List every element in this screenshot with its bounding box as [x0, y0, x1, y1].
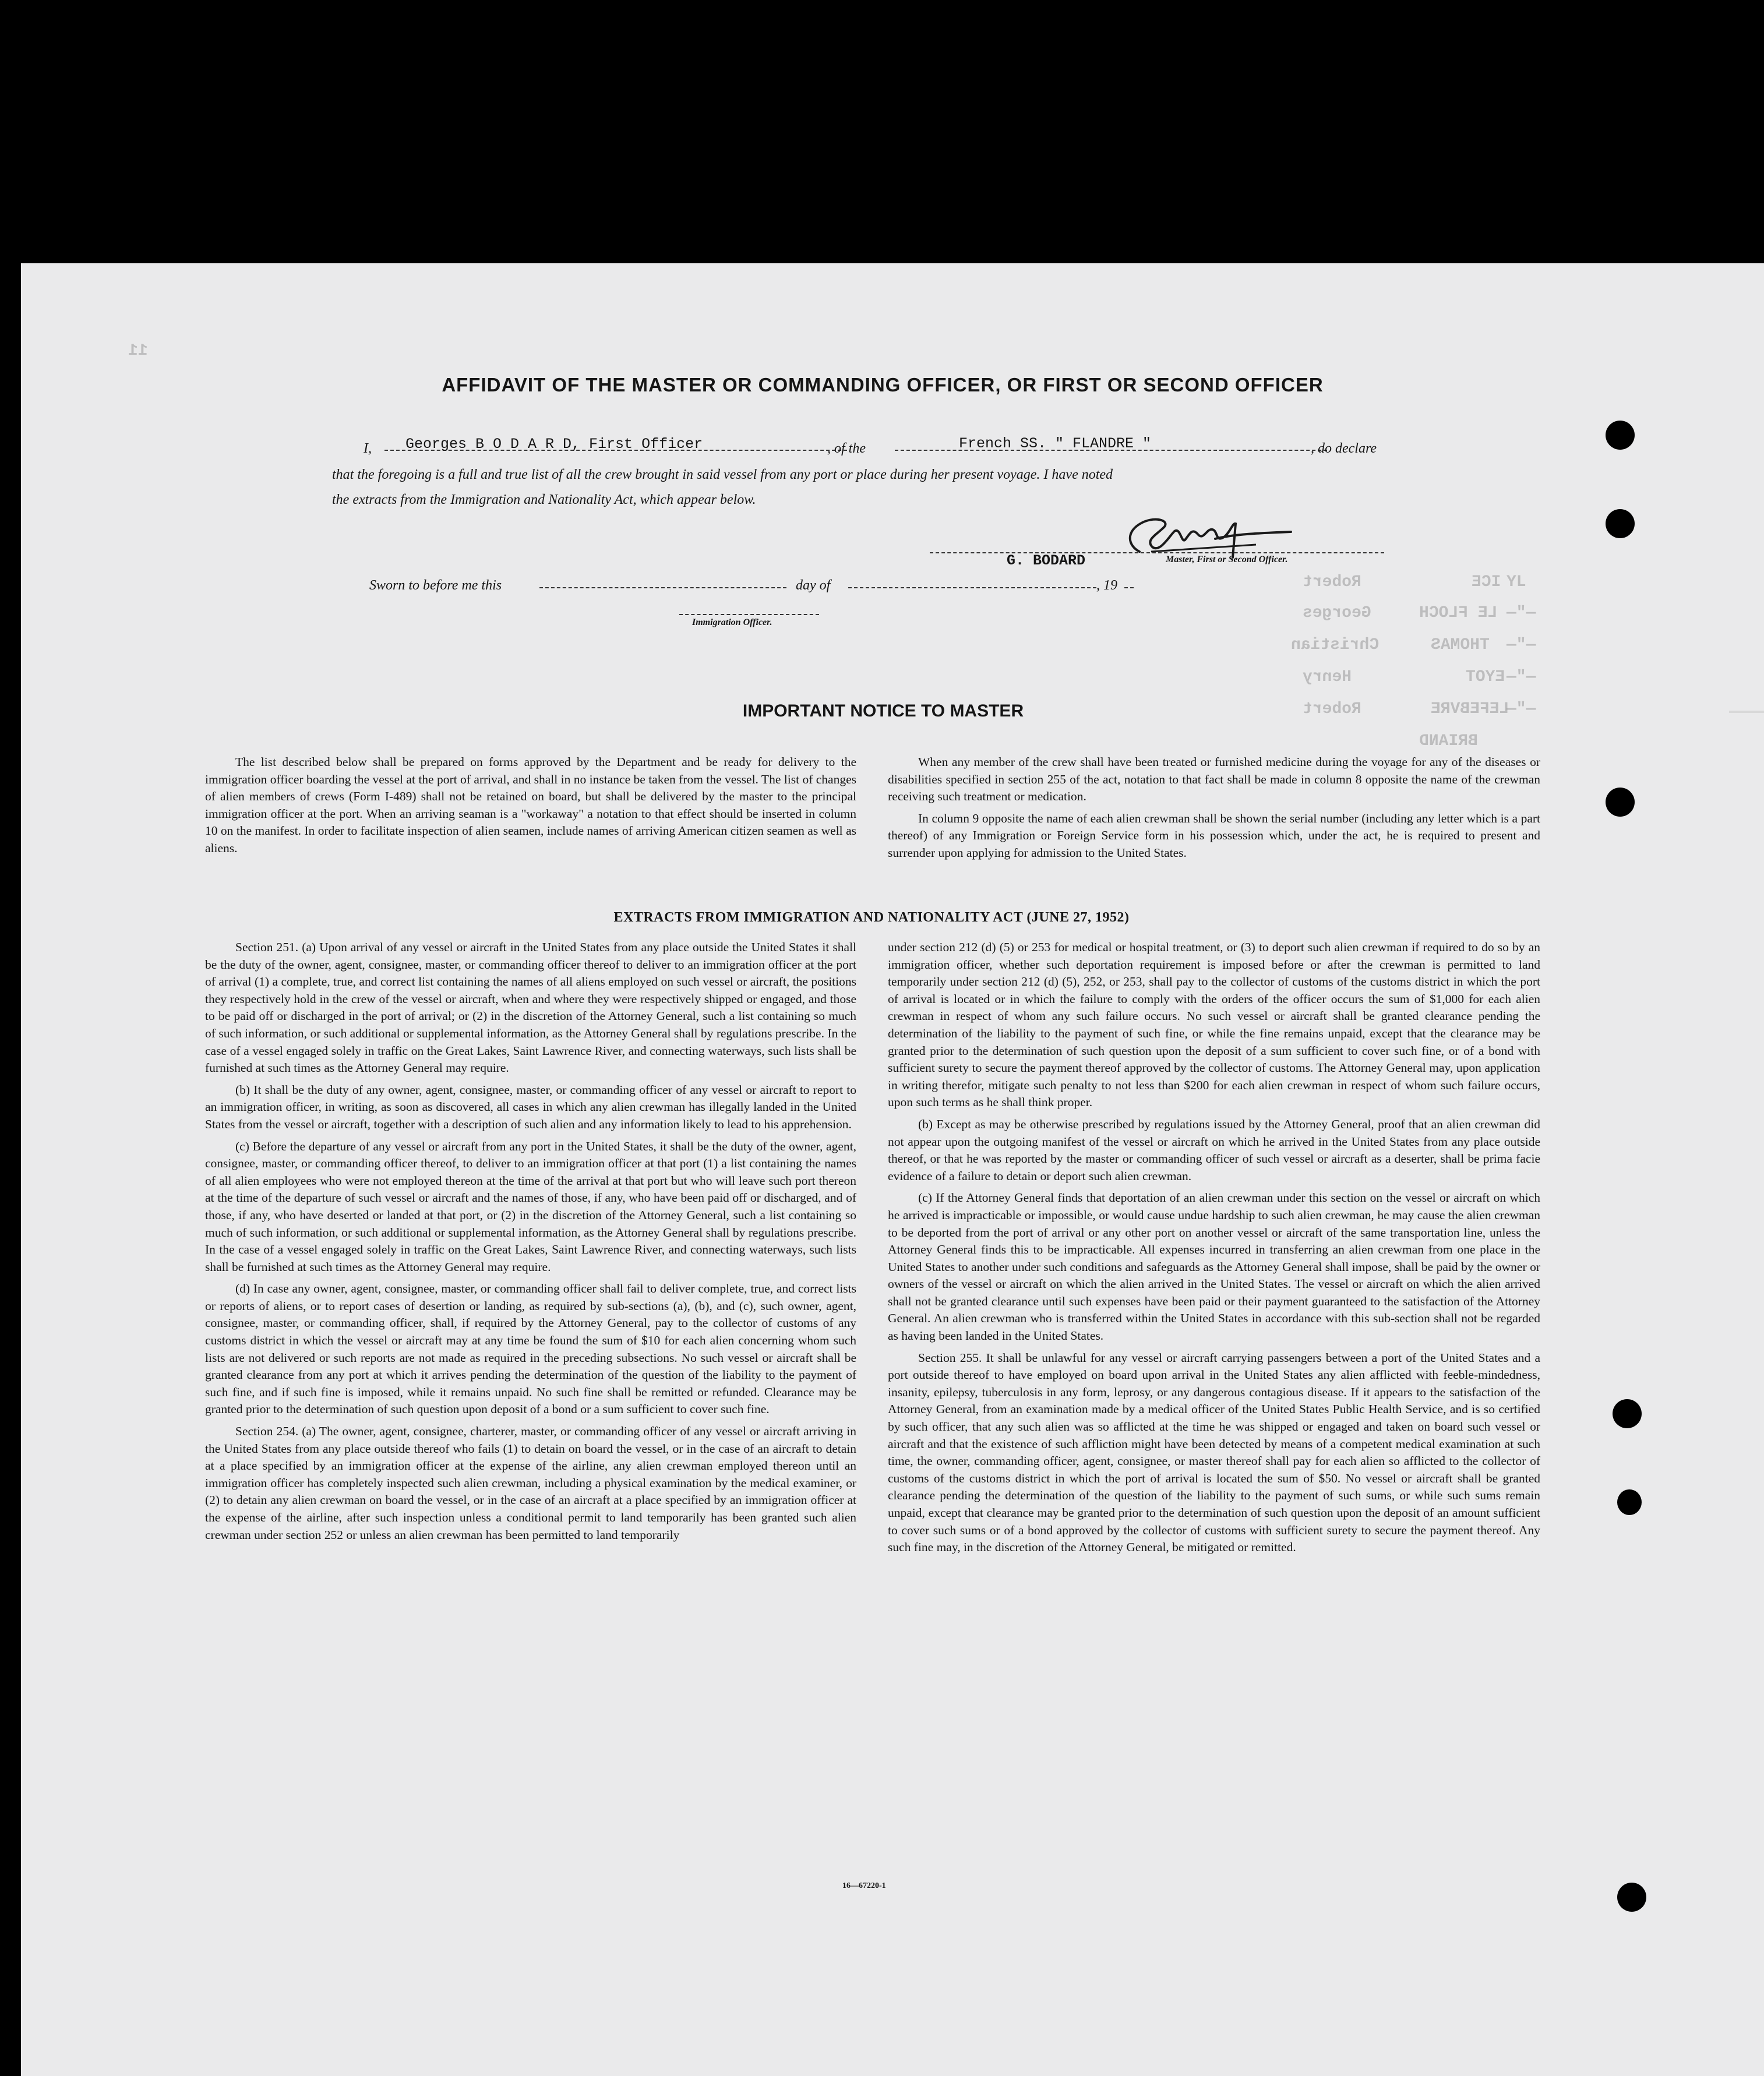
- binder-hole: [1613, 1399, 1642, 1428]
- bleed-row: YL: [1507, 573, 1526, 591]
- bleed-row: BRIAND: [1419, 732, 1478, 750]
- bleed-row: THOMAS: [1431, 636, 1490, 654]
- affidavit-title: AFFIDAVIT OF THE MASTER OR COMMANDING OFFICER, OR FIRST OR SECOND OFFICER: [442, 374, 1324, 396]
- extracts-title: EXTRACTS FROM IMMIGRATION AND NATIONALITY ACT (JUNE 27, 1952): [613, 910, 1130, 925]
- extract-section-254c: (c) If the Attorney General finds that deportation of an alien crewman under this section on the vessel or aircraft on which he arrived is impracticable or impossible, or would cause undue hardship to such alien crewman, he may cause the alien crewman to be deported from the port of arrival or any other port on another vessel or aircraft of the same transportation line, unless the Attorney General finds this to be impracticable. All expenses incurred in transferring an alien crewman from one place in the United States to another under such conditions and safeguards as the Attorney General shall impose, shall be paid by the owner or owners of the vessel or aircraft on which the alien arrived in the United States. The vessel or aircraft on which the alien arrived shall not be granted clearance until such expenses have been paid or their payment guaranteed to the satisfaction of the Attorney General. An alien crewman who is transferred within the United States in accordance with this sub-section shall not be regarded as having been landed in the United States.: [888, 1191, 1540, 1343]
- month-underline: [848, 587, 1096, 588]
- extract-section-254b: (b) Except as may be otherwise prescribed by regulations issued by the Attorney General, proof that an alien crewman did not appear upon the outgoing manifest of the vessel or aircraft on which he arrived in the United States from any place outside thereof, or that he was reported by the master or commanding officer of such vessel or aircraft as a deserter, shall be prima facie evidence of a failure to detain or deport such alien crewman.: [888, 1117, 1540, 1183]
- bleed-row: Robert: [1303, 573, 1361, 591]
- extract-section-251b: (b) It shall be the duty of any owner, agent, consignee, master, or commanding officer of any vessel or aircraft to report to an immigration officer, in writing, as soon as discovered, all cases in which any alien crewman has illegally landed in the United States from the vessel or aircraft, together with a description of such alien and any information likely to lead to his apprehension.: [205, 1082, 856, 1131]
- declaration-prefix: I,: [364, 441, 372, 456]
- bleed-row: EYOT: [1466, 668, 1505, 686]
- extracts-right-column: [888, 939, 1540, 1561]
- extract-section-255: Section 255. It shall be unlawful for any vessel or aircraft carrying passengers between a port of the United States and a port outside thereof to have employed on board upon arrival in the United States any alien afflicted with feeble-mindedness, insanity, epilepsy, tuberculosis in any form, leprosy, or any dangerous contagious disease. If it appears to the satisfaction of the Attorney General, from an examination made by a medical officer of the United States Public Health Service, and is so certified by such officer, that any such alien was so afflicted at the time he was shipped or engaged and taken on board such vessel or aircraft and that the existence of such affliction might have been detected by means of a competent medical examination at such time, the owner, commanding officer, agent, consignee, or master thereof shall pay for each alien so afflicted to the collector of customs of the customs district in which the port of arrival is located the sum of $50. No vessel or aircraft shall be granted clearance pending the determination of the question of the liability to the payment of such sums, or while such sums remain unpaid, except that clearance may be granted prior to the determination of such question upon the deposit of an amount sufficient to cover such sums or of a bond approved by the collector of customs with sufficient surety to secure the payment thereof. Any such fine may, in the discretion of the Attorney General, be mitigated or remitted.: [888, 1350, 1540, 1555]
- bleed-row: LEFEBVRE: [1431, 700, 1509, 718]
- bleed-row: ICE: [1472, 573, 1501, 591]
- immigration-officer-caption: Immigration Officer.: [692, 617, 772, 627]
- sworn-label: Sworn to before me this: [369, 578, 502, 593]
- document-sheet: [21, 263, 1764, 2076]
- bleed-row: Robert: [1303, 700, 1361, 718]
- bleed-row: —"—: [1507, 636, 1536, 654]
- bleed-corner: 11: [128, 342, 148, 360]
- bleed-row: —"—: [1507, 604, 1536, 622]
- extract-section-251a: Section 251. (a) Upon arrival of any vessel or aircraft in the United States from any place outside the United States it shall be the duty of the owner, agent, consignee, master, or commanding officer thereof to deliver to an immigration officer at the port of arrival (1) a complete, true, and correct list containing the names of all aliens employed on such vessel or aircraft, the positions they respectively hold in the crew of the vessel or aircraft, when and where they were respectively shipped or engaged, and those to be paid off or discharged in the port of arrival; or (2) in the discretion of the Attorney General, such a list containing so much of such information, or such additional or supplemental information, as the Attorney General shall by regulations prescribe. In the case of a vessel engaged solely in traffic on the Great Lakes, Saint Lawrence River, and connecting waterways, such lists shall be furnished at such times as the Attorney General may require.: [205, 940, 856, 1075]
- declaration-line-2: that the foregoing is a full and true list of all the crew brought in said vessel from any port or place during her present voyage. I have noted: [332, 467, 1113, 482]
- do-declare-label: , do declare: [1311, 441, 1377, 456]
- binder-hole: [1606, 788, 1635, 817]
- extract-section-254a: Section 254. (a) The owner, agent, consignee, charterer, master, or commanding officer of any vessel or aircraft arriving in the United States from any place outside thereof who fails (1) to detain on board the vessel, or in the case of an aircraft to detain at a place specified by an immigration officer at the expense of the airline, any alien crewman employed thereon until an immigration officer has completely inspected such alien crewman, including a physical examination by the medical examiner, or (2) to detain any alien crewman on board the vessel, or in the case of an aircraft at a place specified by an immigration officer at the expense of the airline, after such inspection unless a conditional permit to land temporarily has been granted such alien crewman under section 252 or unless an alien crewman has been permitted to land temporarily: [205, 1424, 856, 1542]
- bleed-row: Georges: [1303, 604, 1371, 622]
- declaration-line-3: the extracts from the Immigration and Nationality Act, which appear below.: [332, 492, 756, 507]
- year-underline: [1124, 587, 1134, 588]
- bleed-row: LE FLOCH: [1419, 604, 1498, 622]
- year-label: , 19: [1096, 578, 1117, 593]
- edge-mark: [1729, 711, 1764, 713]
- extract-section-251d: (d) In case any owner, agent, consignee, master, or commanding officer shall fail to deliver complete, true, and correct lists or reports of aliens, or to report cases of desertion or landing, as required by sub-sections (a), (b), and (c), such owner, agent, consignee, master, or commanding officer, shall, if required by the Attorney General, pay to the collector of customs of any customs district in which the vessel or aircraft may at any time be found the sum of $10 for each alien concerning whom such lists are not delivered or such reports are not made as required in the preceding subsections. No such vessel or aircraft shall be granted clearance from any port at which it arrives pending the determination of the question of the liability to the payment of such fine, and if such fine is imposed, while it remains unpaid. No such fine shall be remitted or refunded. Clearance may be granted prior to the determination of such question upon deposit of a bond or a sum sufficient to cover such fine.: [205, 1281, 856, 1417]
- notice-right-paragraph-1: When any member of the crew shall have been treated or furnished medicine during the voyage for any of the diseases or disabilities specified in section 255 of the act, notation to that fact shall be made in column 8 opposite the name of the crewman receiving such treatment or medication.: [888, 755, 1540, 804]
- bleed-row: —"—: [1507, 668, 1536, 686]
- extracts-left-column: [205, 939, 856, 1548]
- binder-hole: [1617, 1883, 1646, 1912]
- form-number: 16—67220-1: [842, 1881, 886, 1890]
- extract-section-251c: (c) Before the departure of any vessel or aircraft from any port in the United States, it shall be the duty of the owner, agent, consignee, master, or commanding officer thereof, to deliver to an immigration officer at that port (1) a list containing the names of all alien employees who were not employed thereon at the time of the arrival at that port but who will leave such port thereon at the time of the departure of such vessel or aircraft and the names of those, if any, who have been paid off or discharged, and of those, if any, who have deserted or landed at that port, or (2) in the discretion of the Attorney General, such a list containing so much of such information, or such additional or supplemental information, as the Attorney General shall by regulations prescribe. In the case of a vessel engaged solely in traffic on the Great Lakes, Saint Lawrence River, and connecting waterways, such lists shall be furnished at such times as the Attorney General may require.: [205, 1139, 856, 1274]
- bleed-row: Henry: [1303, 668, 1352, 686]
- signature-caption: Master, First or Second Officer.: [1166, 555, 1288, 564]
- notice-right-column: [888, 754, 1540, 867]
- notice-right-paragraph-2: In column 9 opposite the name of each alien crewman shall be shown the serial number (including any letter which is a part thereof) of any Immigration or Foreign Service form in his possession which, under the act, he is required to present and surrender upon applying for admission to the United States.: [888, 811, 1540, 860]
- bleed-row: Christian: [1291, 636, 1380, 654]
- immigration-officer-line: [679, 614, 819, 615]
- binder-hole: [1606, 509, 1635, 538]
- binder-hole: [1606, 421, 1635, 450]
- notice-left-column: [205, 754, 856, 862]
- bleed-row: —"—: [1507, 700, 1536, 718]
- of-the-label: , of the: [827, 441, 866, 456]
- extract-section-254a-cont: under section 212 (d) (5) or 253 for medical or hospital treatment, or (3) to deport such alien crewman if required to do so by an immigration officer, whether such deportation requirement is imposed before or after the crewman is permitted to land temporarily under section 212 (d) (5), 252, or 253, shall pay to the collector of customs of the customs district in which the port of arrival is located or in which the failure to comply with the orders of the officer occurs the sum of $1,000 for each alien crewman in respect of whom any such failure occurs. No such vessel or aircraft shall be granted clearance pending the determination of the liability to the payment of such fine, or while the fine remains unpaid, except that the clearance may be granted prior to the determination of such question upon the deposit of a sum sufficient to cover such fine, or of a bond with sufficient surety to secure the payment thereof approved by the collector of customs. The Attorney General may, upon application in writing therefor, mitigate such penalty to not less than $200 for each alien crewman in respect of whom such failure occurs, upon such terms as he shall think proper.: [888, 940, 1540, 1110]
- notice-title: IMPORTANT NOTICE TO MASTER: [742, 701, 1024, 721]
- notice-left-paragraph: The list described below shall be prepared on forms approved by the Department and be ready for delivery to the immigration officer boarding the vessel at the port of arrival, and shall in no instance be taken from the vessel. The list of changes of alien members of crews (Form I-489) shall not be retained on board, but shall be delivered by the master to the principal immigration officer at the port. When an arriving seaman is a "workaway" a notation to that effect should be inserted in column 10 on the manifest. In order to facilitate inspection of alien seamen, include names of arriving American citizen seamen as well as aliens.: [205, 755, 856, 855]
- sworn-date-underline: [539, 587, 786, 588]
- day-of-label: day of: [796, 578, 831, 593]
- binder-hole: [1617, 1489, 1642, 1515]
- officer-name: Georges B O D A R D, First Officer: [405, 436, 703, 453]
- signature-typed-name: G. BODARD: [1007, 552, 1086, 569]
- vessel-name: French SS. " FLANDRE ": [959, 435, 1152, 452]
